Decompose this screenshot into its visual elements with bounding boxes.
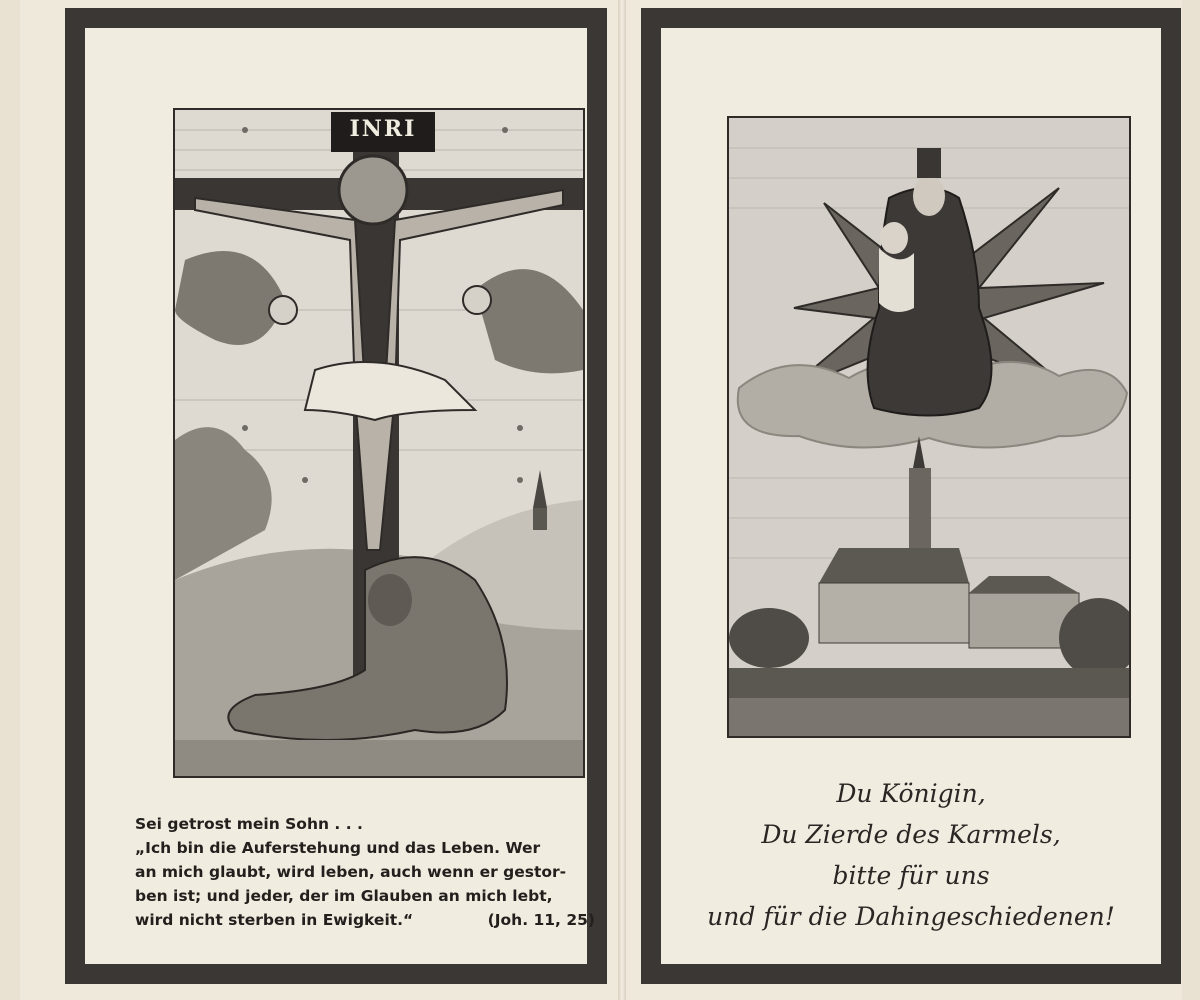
verse-reference: (Joh. 11, 25): [487, 911, 595, 929]
cross-inscription: INRI: [349, 116, 417, 142]
verse-line: wird nicht sterben in Ewigkeit.“: [135, 911, 414, 929]
prayer-line: bitte für uns: [832, 861, 990, 890]
crucifixion-illustration: [173, 108, 585, 778]
verse-line: ben ist; und jeder, der im Glauben an mich lebt,: [135, 887, 553, 905]
prayer-card-sheet: [20, 0, 1182, 1000]
prayer-line: Du Zierde des Karmels,: [761, 820, 1061, 849]
scripture-verse: [135, 812, 595, 932]
madonna-illustration: [727, 116, 1131, 738]
prayer-line: Du Königin,: [836, 779, 986, 808]
right-devotional-card: [641, 8, 1181, 984]
card-fold: [618, 0, 626, 1000]
prayer-line: und für die Dahingeschiedenen!: [707, 902, 1115, 931]
prayer-text: [661, 773, 1161, 937]
verse-line: an mich glaubt, wird leben, auch wenn er gestor-: [135, 863, 567, 881]
verse-last-row: [135, 908, 595, 932]
verse-line: „Ich bin die Auferstehung und das Leben. Wer: [135, 839, 541, 857]
left-memorial-card: [65, 8, 607, 984]
verse-line: Sei getrost mein Sohn . . .: [135, 815, 363, 833]
